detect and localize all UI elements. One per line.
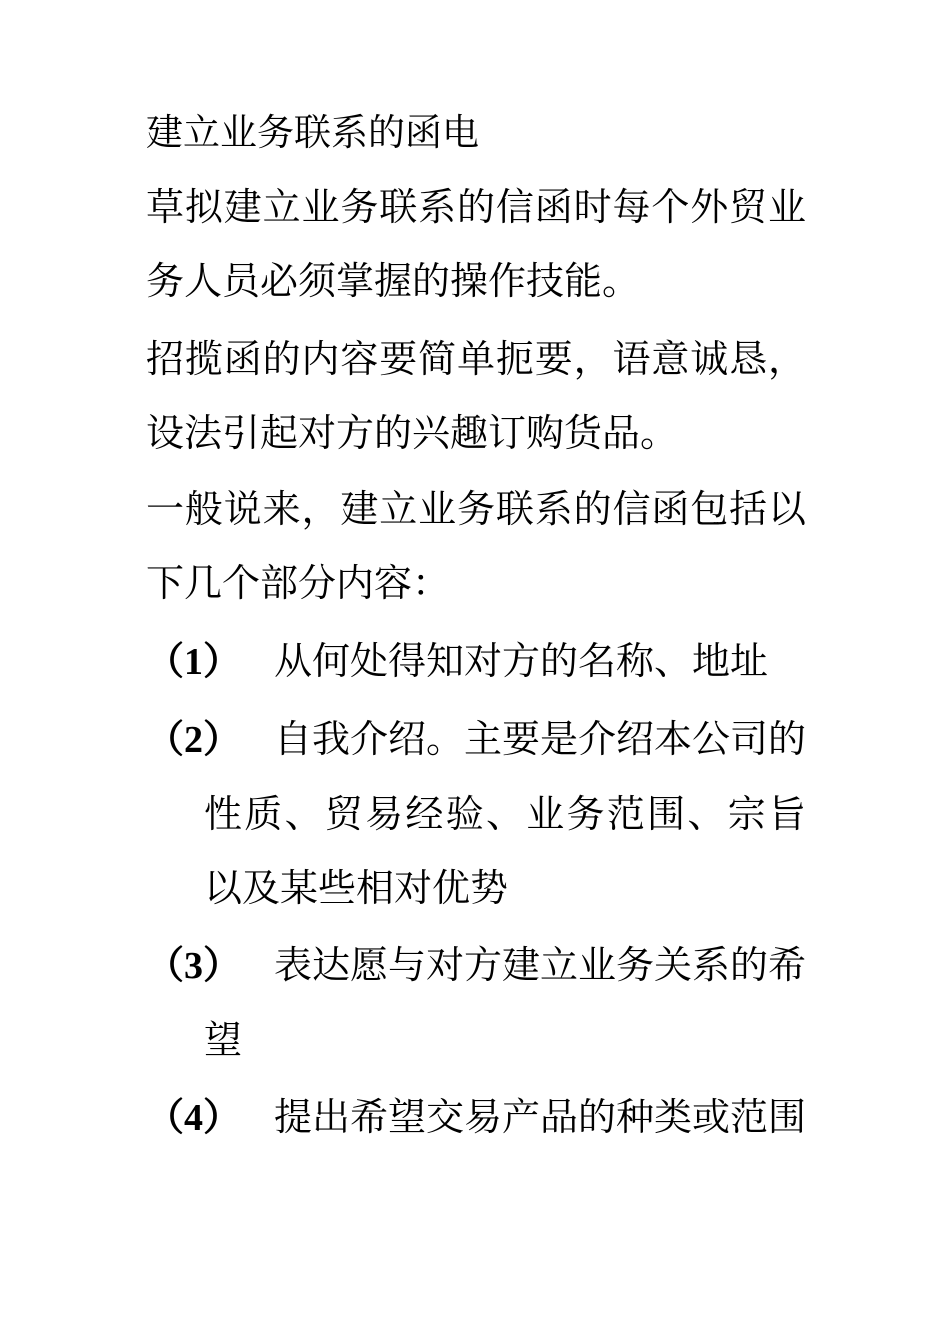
list-item — [146, 928, 806, 1077]
list-item-number: （1） — [146, 641, 242, 683]
paragraph-contents-lead: 一般说来，建立业务联系的信函包括以下几个部分内容： — [146, 487, 806, 605]
list-item-text: 提出希望交易产品的种类或范围 — [274, 1095, 807, 1139]
list-item-number: （3） — [146, 945, 242, 987]
list-item — [146, 702, 806, 925]
list-item-text: 从何处得知对方的名称、地址 — [274, 639, 769, 683]
document-title: 建立业务联系的函电 — [146, 111, 479, 154]
list-item — [146, 1080, 806, 1155]
contents-list — [146, 624, 806, 1158]
list-item-number: （4） — [146, 1097, 242, 1139]
list-item — [146, 624, 806, 699]
list-item-number: （2） — [146, 719, 242, 761]
paragraph-solicitation: 招揽函的内容要简单扼要，语意诚恳，设法引起对方的兴趣订购货品。 — [146, 337, 806, 455]
paragraph-intro: 草拟建立业务联系的信函时每个外贸业务人员必须掌握的操作技能。 — [146, 185, 806, 303]
list-item-text: 自我介绍。主要是介绍本公司的性质、贸易经验、业务范围、宗旨以及某些相对优势 — [204, 717, 807, 910]
list-item-text: 表达愿与对方建立业务关系的希望 — [204, 943, 807, 1062]
